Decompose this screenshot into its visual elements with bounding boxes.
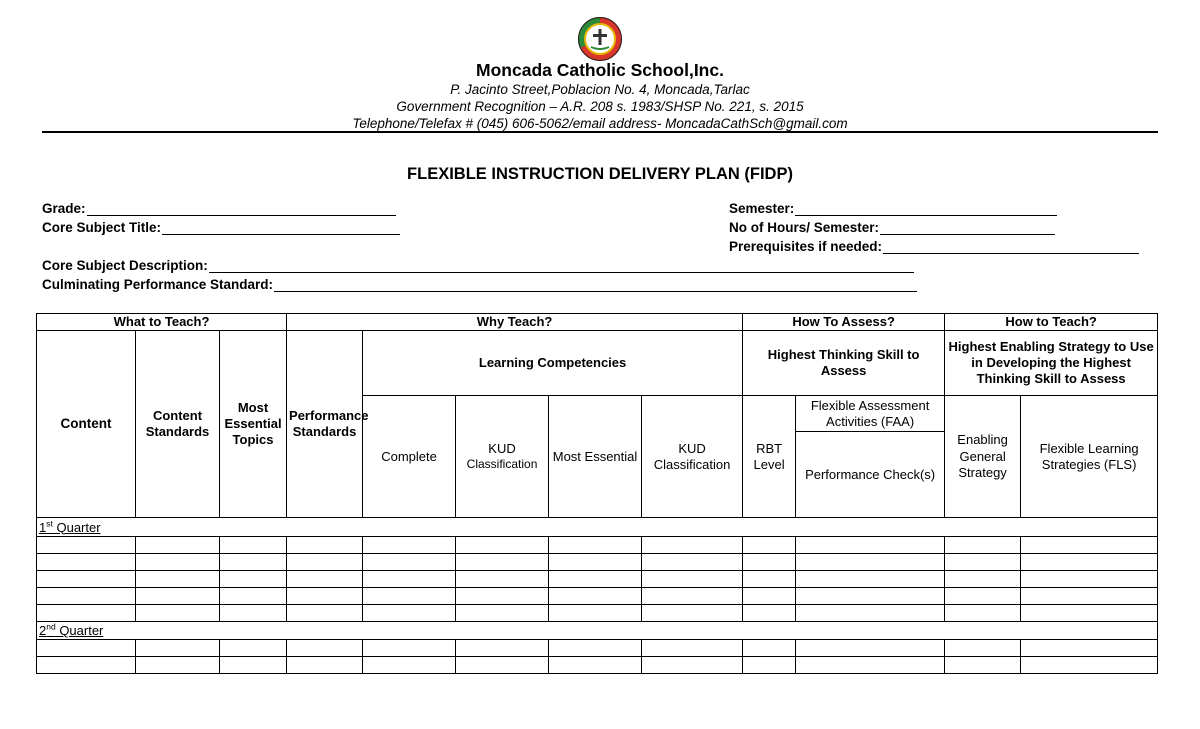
kud-label-2: KUD xyxy=(678,440,706,456)
rbt-level-header: RBT Level xyxy=(743,396,796,518)
performance-standards-header: Performance Standards xyxy=(287,331,363,518)
quarter-2-label xyxy=(37,621,1158,640)
performance-checks-header: Performance Check(s) xyxy=(796,432,945,518)
quarter-1-text: Quarter xyxy=(52,519,101,535)
what-to-teach-header: What to Teach? xyxy=(37,314,287,331)
why-teach-header: Why Teach? xyxy=(287,314,743,331)
header-divider xyxy=(42,131,1158,133)
table-header-row xyxy=(37,331,1158,396)
kud-classification-header-2 xyxy=(642,396,743,518)
kud-classification-label-2: Classification xyxy=(653,456,731,472)
how-to-teach-header: How to Teach? xyxy=(945,314,1158,331)
grade-label: Grade: xyxy=(42,201,86,216)
quarter-2-text: Quarter xyxy=(55,623,104,639)
quarter-2-suffix: nd xyxy=(46,621,56,632)
grade-field[interactable] xyxy=(42,201,396,216)
culminating-standard-label: Culminating Performance Standard: xyxy=(42,277,274,292)
school-seal-icon xyxy=(577,16,623,62)
school-name: Moncada Catholic School,Inc. xyxy=(476,60,724,80)
content-header: Content xyxy=(37,331,136,518)
hours-field[interactable] xyxy=(729,220,1055,235)
table-row[interactable] xyxy=(37,657,1158,674)
core-subject-title-field[interactable] xyxy=(42,220,400,235)
quarter-1-label xyxy=(37,518,1158,537)
semester-label: Semester: xyxy=(729,201,795,216)
quarter-1-suffix: st xyxy=(46,518,53,529)
learning-competencies-header: Learning Competencies xyxy=(363,331,743,396)
most-essential-header: Most Essential xyxy=(549,396,642,518)
government-recognition: Government Recognition – A.R. 208 s. 1983/SHSP No. 221, s. 2015 xyxy=(396,99,804,114)
prerequisites-field[interactable] xyxy=(729,239,1139,254)
most-essential-topics-header: Most Essential Topics xyxy=(220,331,287,518)
kud-classification-header xyxy=(456,396,549,518)
table-row[interactable] xyxy=(37,570,1158,587)
highest-thinking-skill-header: Highest Thinking Skill to Assess xyxy=(743,331,945,396)
faa-header: Flexible Assessment Activities (FAA) xyxy=(796,396,945,432)
table-row[interactable] xyxy=(37,604,1158,621)
complete-header: Complete xyxy=(363,396,456,518)
table-row[interactable] xyxy=(37,640,1158,657)
quarter-row xyxy=(37,518,1158,537)
table-row[interactable] xyxy=(37,587,1158,604)
page-title: FLEXIBLE INSTRUCTION DELIVERY PLAN (FIDP) xyxy=(407,165,793,183)
kud-label: KUD xyxy=(488,441,516,457)
quarter-1-number: 1 xyxy=(39,519,47,535)
quarter-2-number: 2 xyxy=(39,623,47,639)
enabling-general-strategy-header: Enabling General Strategy xyxy=(945,396,1021,518)
core-subject-description-field[interactable] xyxy=(42,258,914,273)
kud-classification-label: Classification xyxy=(466,457,538,472)
core-subject-description-label: Core Subject Description: xyxy=(42,258,208,273)
prerequisites-label: Prerequisites if needed: xyxy=(729,239,883,254)
table-row[interactable] xyxy=(37,536,1158,553)
fls-header: Flexible Learning Strategies (FLS) xyxy=(1021,396,1158,518)
table-group-header-row xyxy=(37,314,1158,331)
how-to-assess-header: How To Assess? xyxy=(743,314,945,331)
highest-enabling-strategy-header: Highest Enabling Strategy to Use in Developing the Highest Thinking Skill to Assess xyxy=(945,331,1158,396)
fidp-table xyxy=(36,313,1158,674)
semester-field[interactable] xyxy=(729,201,1057,216)
hours-label: No of Hours/ Semester: xyxy=(729,220,880,235)
quarter-row xyxy=(37,621,1158,640)
core-subject-title-label: Core Subject Title: xyxy=(42,220,162,235)
school-address: P. Jacinto Street,Poblacion No. 4, Moncada,Tarlac xyxy=(450,82,750,97)
culminating-standard-field[interactable] xyxy=(42,277,917,292)
content-standards-header: Content Standards xyxy=(136,331,220,518)
table-row[interactable] xyxy=(37,553,1158,570)
contact-info: Telephone/Telefax # (045) 606-5062/email address- MoncadaCathSch@gmail.com xyxy=(352,116,848,131)
